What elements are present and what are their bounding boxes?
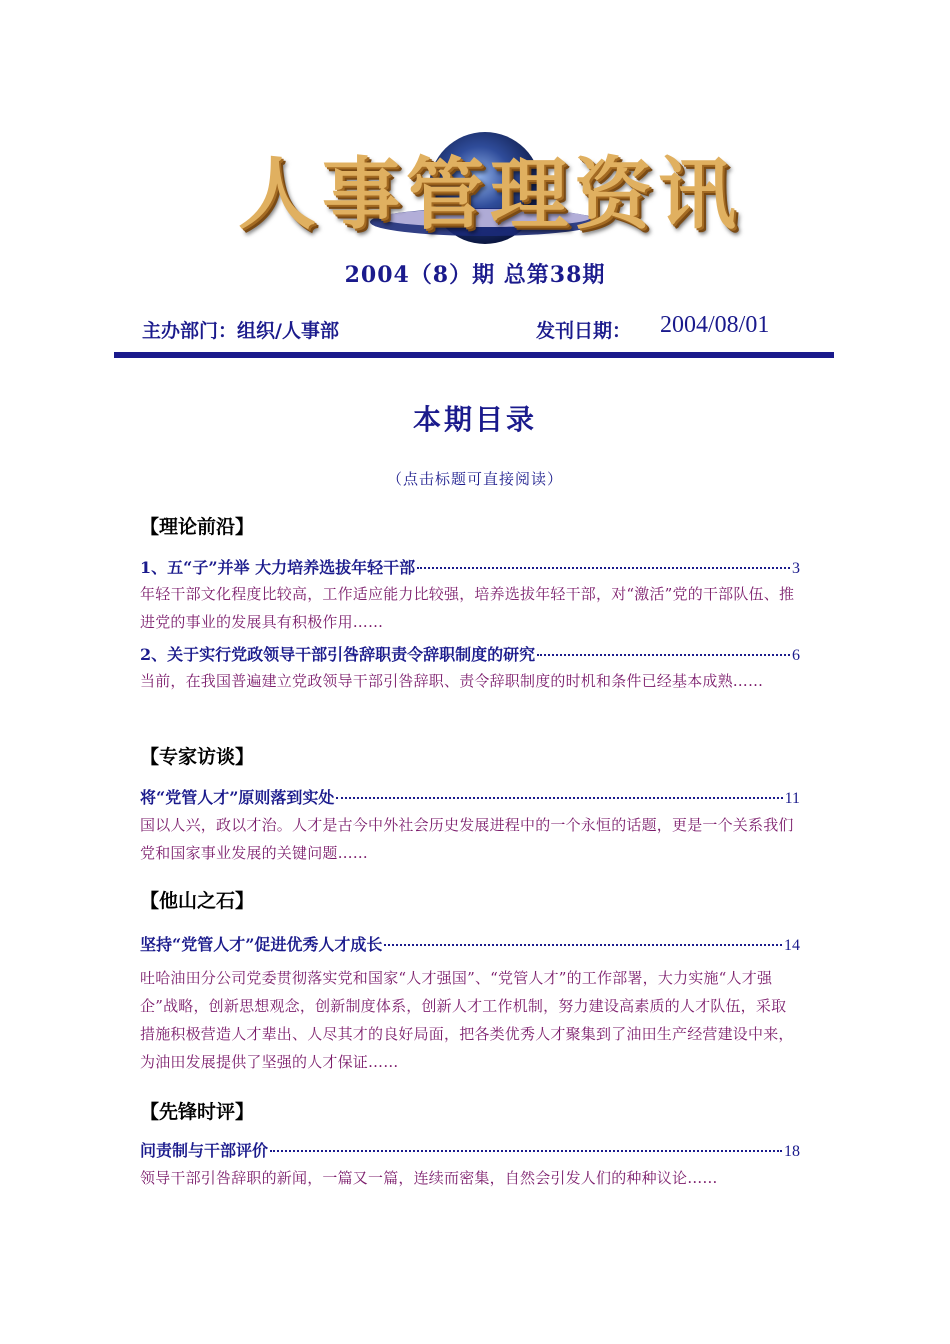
article-summary: 国以人兴，政以才治。人才是古今中外社会历史发展进程中的一个永恒的话题，更是一个关系我们党和国家事业发展的关键问题……	[140, 816, 794, 862]
page-number: 3	[792, 560, 800, 577]
page-number: 18	[784, 1143, 800, 1160]
section-heading: 【先锋时评】	[140, 1101, 255, 1123]
page-number: 14	[784, 937, 800, 954]
toc-title: 本期目录	[412, 403, 537, 436]
leader-dots	[336, 797, 782, 799]
masthead-logo	[235, 118, 745, 253]
article-summary: 年轻干部文化程度比较高，工作适应能力比较强，培养选拔年轻干部，对“激活”党的干部队伍、推进党的事业的发展具有积极作用……	[140, 585, 795, 631]
section-heading: 【他山之石】	[140, 890, 255, 912]
page-number: 11	[784, 790, 800, 807]
issue-number: 2004（8）期 总第38期	[344, 262, 606, 288]
article-summary: 吐哈油田分公司党委贯彻落实党和国家“人才强国”、“党管人才”的工作部署，大力实施“人才强企”战略，创新思想观念，创新制度体系，创新人才工作机制，努力建设高素质的人才队伍，采取措施积极营造人才辈出、人尽其才的良好局面，把各类优秀人才聚集到了油田生产经营建设中来，为油田发展提供了坚强的人才保证……	[140, 969, 794, 1071]
section-heading: 【理论前沿】	[140, 516, 255, 538]
article-title[interactable]: 坚持“党管人才”促进优秀人才成长	[140, 935, 383, 954]
publish-date-label: 发刊日期：	[536, 320, 632, 342]
toc-entry-link[interactable]	[140, 1138, 800, 1161]
toc-entry-link[interactable]	[140, 785, 800, 808]
article-title[interactable]: 将“党管人才”原则落到实处	[140, 788, 335, 807]
article-summary: 领导干部引咎辞职的新闻，一篇又一篇，连续而密集，自然会引发人们的种种议论……	[140, 1169, 718, 1187]
header-divider	[114, 352, 834, 358]
leader-dots	[270, 1150, 782, 1152]
sponsor-department: 主办部门：组织/人事部	[142, 320, 339, 342]
toc-entry-link[interactable]	[140, 555, 800, 578]
leader-dots	[537, 654, 790, 656]
article-title[interactable]: 2、关于实行党政领导干部引咎辞职责令辞职制度的研究	[140, 645, 536, 664]
article-summary: 当前，在我国普遍建立党政领导干部引咎辞职、责令辞职制度的时机和条件已经基本成熟……	[140, 672, 764, 690]
toc-entry-link[interactable]	[140, 642, 800, 665]
publish-date-value: 2004/08/01	[660, 312, 770, 338]
toc-hint: （点击标题可直接阅读）	[386, 470, 563, 488]
page-number: 6	[792, 647, 800, 664]
section-heading: 【专家访谈】	[140, 746, 255, 768]
logo-title: 人事管理资讯	[237, 149, 742, 240]
article-title[interactable]: 问责制与干部评价	[140, 1141, 269, 1160]
leader-dots	[384, 944, 782, 946]
leader-dots	[417, 567, 790, 569]
article-title[interactable]: 1、五“子”并举 大力培养选拔年轻干部	[140, 558, 416, 577]
toc-entry-link[interactable]	[140, 932, 800, 955]
